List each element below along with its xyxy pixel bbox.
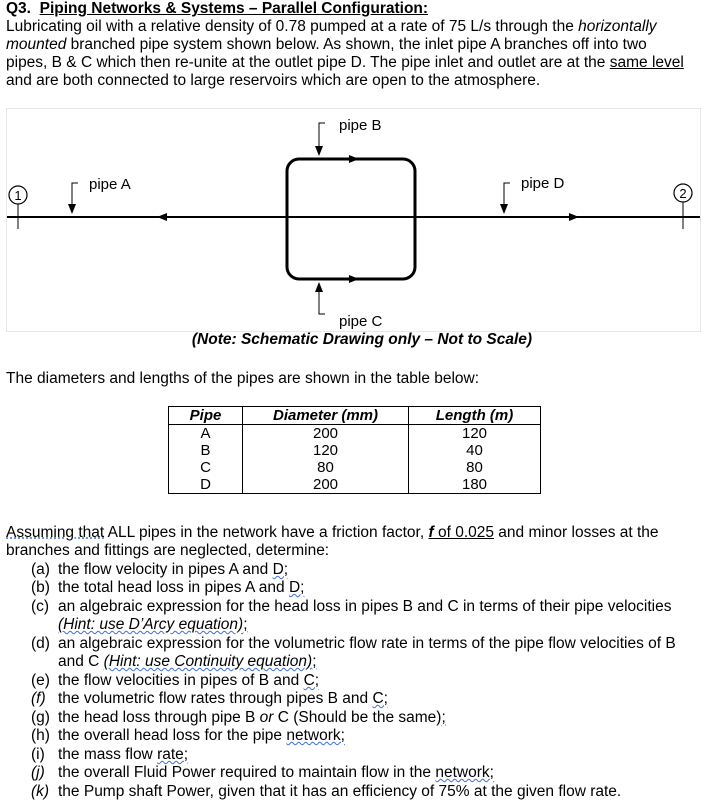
point-2-label: 2 <box>679 186 687 201</box>
pipe-c-leader <box>319 283 325 314</box>
item-text: the overall head loss for the pipe <box>58 727 287 744</box>
item-tail: C; <box>372 690 388 707</box>
assumption-line-1 <box>6 524 659 543</box>
item-label: (k) <box>31 783 50 800</box>
question-item-d <box>31 635 676 654</box>
question-item-f <box>31 690 388 709</box>
cell-pipe: A <box>169 425 243 443</box>
intro-line-1 <box>6 18 657 37</box>
item-label: (c) <box>31 598 50 615</box>
item-label: (d) <box>31 635 50 652</box>
item-text: the mass flow <box>58 746 158 763</box>
question-item-i <box>31 746 188 765</box>
friction-symbol: f <box>428 524 434 541</box>
question-item-b <box>31 579 304 598</box>
intro-text: and are both connected to large reservoirs which are open to the atmosphere. <box>6 72 541 89</box>
item-label: (a) <box>31 561 50 578</box>
intro-line-4 <box>6 72 540 91</box>
item-label: (f) <box>31 690 46 707</box>
item-text: and C <box>58 653 104 670</box>
item-text: the head loss through pipe B <box>58 709 260 726</box>
item-text: the total head loss in pipes A and <box>58 579 289 596</box>
cell-pipe: D <box>169 476 243 494</box>
question-item-g <box>31 709 446 728</box>
col-header-length: Length (m) <box>409 407 541 425</box>
table-row <box>169 459 541 476</box>
item-tail: ; <box>312 653 317 670</box>
loop-pipes-b-c <box>287 159 415 279</box>
item-text: the Pump shaft Power, given that it has an efficiency of 75% at the given flow rate. <box>58 783 622 800</box>
item-tail: C; <box>303 672 320 689</box>
item-emphasis: or <box>259 709 274 726</box>
question-item-k <box>31 783 621 802</box>
item-tail: ; <box>441 709 446 726</box>
item-label: (i) <box>31 746 45 763</box>
question-item-d-cont <box>58 653 317 672</box>
question-item-j <box>31 764 494 783</box>
item-label: (g) <box>31 709 50 726</box>
item-text: C (Should be the same) <box>273 709 442 726</box>
pipe-c-label: pipe C <box>339 313 383 330</box>
intro-emphasis: mounted <box>6 36 67 53</box>
item-tail: ; <box>243 616 248 633</box>
item-text: an algebraic expression for the head loss in pipes B and C in terms of their pipe velocities <box>58 598 672 615</box>
intro-text: branched pipe system shown below. As shown, the inlet pipe A branches off into two <box>66 36 647 53</box>
question-item-c-cont <box>58 616 248 635</box>
flow-arrow-c <box>349 275 359 283</box>
pipe-d-label: pipe D <box>521 175 565 192</box>
item-tail: network; <box>435 764 494 781</box>
flow-arrow-b <box>349 155 359 163</box>
assumption-start: Assuming that <box>6 524 105 541</box>
question-number: Q3. <box>6 0 31 17</box>
flow-arrow-a <box>157 213 167 221</box>
question-item-e <box>31 672 319 691</box>
pipe-b-leader <box>319 123 325 155</box>
cell-pipe: C <box>169 459 243 476</box>
cell-diameter: 80 <box>243 459 409 476</box>
cell-length: 120 <box>409 425 541 443</box>
friction-factor <box>428 524 494 541</box>
schematic-svg <box>7 109 700 331</box>
intro-line-3 <box>6 54 684 73</box>
intro-text: Lubricating oil with a relative density of 0.78 pumped at a rate of 75 L/s through the <box>6 18 579 35</box>
item-text: the flow velocity in pipes A and <box>58 561 273 578</box>
assumption-text: ALL pipes in the network have a friction factor, <box>104 524 429 541</box>
question-item-a <box>31 561 288 580</box>
friction-value: of 0.025 <box>433 524 494 541</box>
cell-length: 180 <box>409 476 541 494</box>
item-text: an algebraic expression for the volumetric flow rate in terms of the pipe flow velocities of B <box>58 635 676 652</box>
table-row <box>169 442 541 459</box>
item-text: the volumetric flow rates through pipes B and <box>58 690 373 707</box>
pipe-a-label: pipe A <box>89 176 131 193</box>
pipe-a-leader <box>72 183 78 213</box>
table-row <box>169 476 541 494</box>
item-text: the flow velocities in pipes of B and <box>58 672 304 689</box>
schematic-note: (Note: Schematic Drawing only – Not to Scale) <box>191 331 533 348</box>
item-tail: network; <box>286 727 345 744</box>
cell-diameter: 120 <box>243 442 409 459</box>
item-label: (b) <box>31 579 50 596</box>
table-intro: The diameters and lengths of the pipes are shown in the table below: <box>6 370 480 387</box>
item-hint: (Hint: use D’Arcy equation) <box>58 616 244 633</box>
item-text: the overall Fluid Power required to maintain flow in the <box>58 764 436 781</box>
item-label: (e) <box>31 672 50 689</box>
cell-length: 80 <box>409 459 541 476</box>
cell-diameter: 200 <box>243 476 409 494</box>
intro-line-2 <box>6 36 647 55</box>
point-1-label: 1 <box>14 188 22 203</box>
col-header-pipe: Pipe <box>169 407 243 425</box>
question-heading <box>6 0 428 19</box>
intro-emphasis: horizontally <box>578 18 657 35</box>
pipe-schematic <box>6 108 701 332</box>
intro-underlined: same level <box>609 54 684 71</box>
question-item-c <box>31 598 671 617</box>
pipe-b-label: pipe B <box>339 117 382 134</box>
assumption-line-2: branches and fittings are neglected, determine: <box>6 542 330 559</box>
question-title: Piping Networks & Systems – Parallel Configuration: <box>39 0 429 17</box>
pipe-d-leader <box>504 183 510 213</box>
assumption-text: and minor losses at the <box>493 524 659 541</box>
item-hint: (Hint: use Continuity equation) <box>103 653 313 670</box>
item-label: (h) <box>31 727 50 744</box>
cell-diameter: 200 <box>243 425 409 443</box>
cell-pipe: B <box>169 442 243 459</box>
table-header-row <box>169 407 541 425</box>
cell-length: 40 <box>409 442 541 459</box>
item-label: (j) <box>31 764 45 781</box>
intro-text: pipes, B & C which then re-unite at the outlet pipe D. The pipe inlet and outlet are at the <box>6 54 610 71</box>
flow-arrow-d <box>569 213 579 221</box>
question-item-h <box>31 727 345 746</box>
item-tail: rate; <box>157 746 189 763</box>
table-row <box>169 425 541 443</box>
item-tail: D; <box>288 579 305 596</box>
item-tail: D; <box>272 561 289 578</box>
col-header-diameter: Diameter (mm) <box>243 407 409 425</box>
pipe-table <box>168 406 541 494</box>
